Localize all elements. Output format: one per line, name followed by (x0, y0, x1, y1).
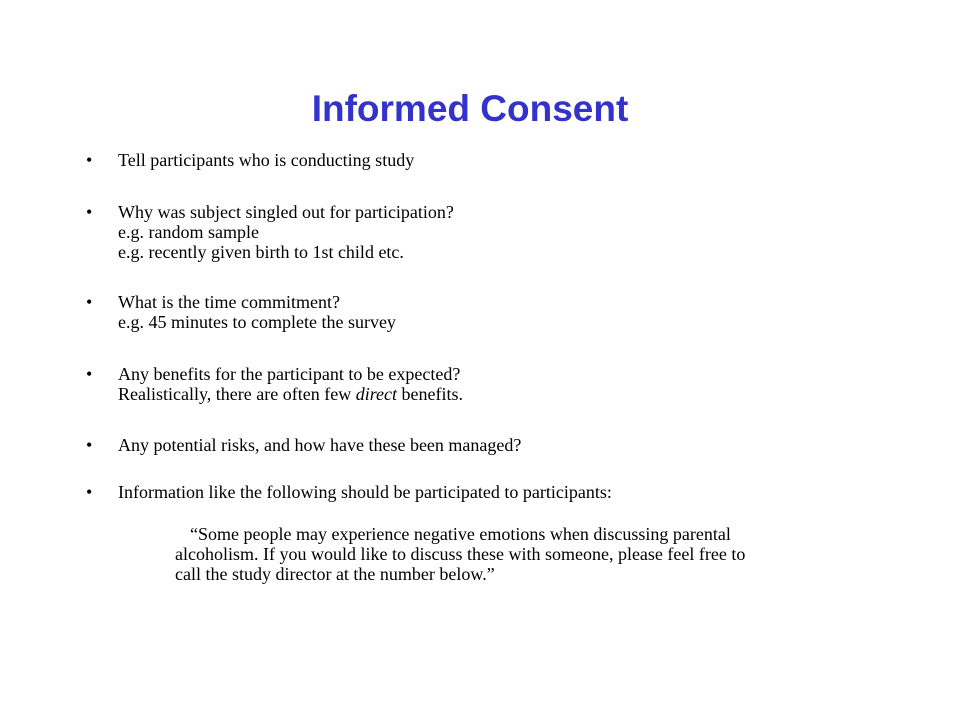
bullet-text: Information like the following should be participated to participants: (118, 482, 612, 502)
bullet-subtext: e.g. random sample (118, 222, 259, 242)
bullet-text: Tell participants who is conducting study (118, 150, 415, 170)
bullet-subtext (118, 384, 906, 404)
slide-title: Informed Consent (311, 88, 629, 129)
subtext-part: benefits. (397, 384, 464, 404)
bullet-dot: • (86, 482, 93, 502)
bullet-item-benefits (86, 364, 906, 404)
quote-line: “Some people may experience negative emotions when discussing parental (190, 524, 731, 544)
bullet-dot: • (86, 202, 93, 222)
bullet-dot: • (86, 435, 93, 455)
bullet-dot: • (86, 292, 93, 312)
bullet-dot: • (86, 364, 93, 384)
quote-line: alcoholism. If you would like to discuss these with someone, please feel free to (175, 544, 746, 564)
bullet-item-risks (86, 435, 906, 455)
bullet-item-information (86, 482, 906, 502)
quote-block (175, 524, 895, 584)
bullet-text: Why was subject singled out for participation? (118, 202, 454, 222)
bullet-item-singled-out (86, 202, 906, 262)
bullet-subtext: e.g. 45 minutes to complete the survey (118, 312, 396, 332)
subtext-part: Realistically, there are often few (118, 384, 356, 404)
bullet-text: Any benefits for the participant to be expected? (118, 364, 461, 384)
quote-line: call the study director at the number below.” (175, 564, 495, 584)
bullet-item-conducting (86, 150, 906, 170)
subtext-emphasis: direct (355, 384, 398, 404)
bullet-item-time-commitment (86, 292, 906, 332)
bullet-text: Any potential risks, and how have these been managed? (118, 435, 522, 455)
bullet-text: What is the time commitment? (118, 292, 340, 312)
bullet-subtext: e.g. recently given birth to 1st child etc. (118, 242, 404, 262)
bullet-dot: • (86, 150, 93, 170)
